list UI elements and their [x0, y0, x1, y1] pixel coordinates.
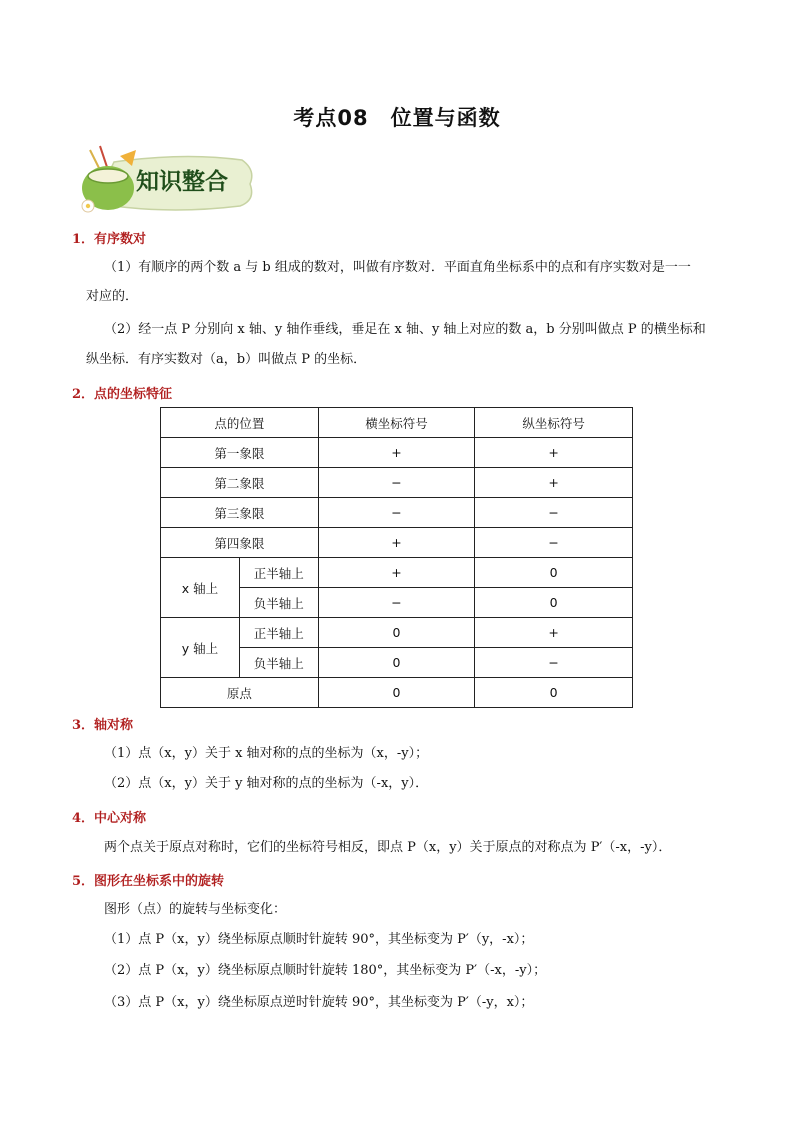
- s4-line1: 两个点关于原点对称时，它们的坐标符号相反，即点 P（x，y）关于原点的对称点为 P′（-x，-y）．: [104, 840, 672, 855]
- s3-line1: （1）点（x，y）关于 x 轴对称的点的坐标为（x，-y）；: [104, 746, 429, 761]
- s1-para1-line1: （1）有顺序的两个数 a 与 b 组成的数对，叫做有序数对．平面直角坐标系中的点和有序实数对是一一: [104, 260, 691, 275]
- table-cell: 0: [475, 558, 633, 588]
- s1-para1-line2: 对应的．: [86, 289, 139, 304]
- table-cell: 第二象限: [161, 468, 319, 498]
- section-heading-coordinate-features: 2．点的坐标特征: [72, 387, 173, 402]
- table-cell: 正半轴上: [239, 618, 318, 648]
- table-cell: 原点: [161, 678, 319, 708]
- table-cell: +: [475, 438, 633, 468]
- s5-line1: （1）点 P（x，y）绕坐标原点顺时针旋转 90°，其坐标变为 P′（y，-x）；: [104, 932, 534, 947]
- table-cell: 正半轴上: [239, 558, 318, 588]
- table-header-cell: 点的位置: [161, 408, 319, 438]
- table-row: [161, 558, 633, 588]
- table-header-row: [161, 408, 633, 438]
- s5-intro: 图形（点）的旋转与坐标变化：: [104, 902, 287, 917]
- table-row: [161, 618, 633, 648]
- table-cell: 第四象限: [161, 528, 319, 558]
- section-heading-ordered-pair: 1．有序数对: [72, 232, 147, 247]
- section-heading-central-symmetry: 4．中心对称: [72, 811, 147, 826]
- table-cell: −: [475, 498, 633, 528]
- table-cell: +: [318, 558, 475, 588]
- table-header-cell: 横坐标符号: [318, 408, 475, 438]
- s5-line3: （3）点 P（x，y）绕坐标原点逆时针旋转 90°，其坐标变为 P′（-y，x）；: [104, 995, 534, 1010]
- table-cell-x-axis: x 轴上: [161, 558, 240, 618]
- table-cell: −: [318, 588, 475, 618]
- table-cell: +: [318, 438, 475, 468]
- banner-text: 知识整合: [136, 168, 228, 195]
- table-cell: −: [475, 648, 633, 678]
- table-cell: 0: [475, 678, 633, 708]
- table-cell: 0: [318, 678, 475, 708]
- table-cell: 第三象限: [161, 498, 319, 528]
- table-cell: +: [318, 528, 475, 558]
- coordinate-sign-table: [160, 407, 633, 708]
- table-cell: −: [475, 528, 633, 558]
- section-heading-axial-symmetry: 3．轴对称: [72, 718, 134, 733]
- s1-para2-line1: （2）经一点 P 分别向 x 轴、y 轴作垂线，垂足在 x 轴、y 轴上对应的数 a，b 分别叫做点 P 的横坐标和: [104, 322, 706, 337]
- table-cell: 0: [318, 618, 475, 648]
- page-title: 考点08 位置与函数: [293, 106, 501, 130]
- table-cell: +: [475, 618, 633, 648]
- knowledge-banner: [74, 144, 256, 216]
- s3-line2: （2）点（x，y）关于 y 轴对称的点的坐标为（-x，y）．: [104, 776, 429, 791]
- table-row: [161, 528, 633, 558]
- table-cell: 第一象限: [161, 438, 319, 468]
- table-cell: +: [475, 468, 633, 498]
- table-cell-y-axis: y 轴上: [161, 618, 240, 678]
- table-header-cell: 纵坐标符号: [475, 408, 633, 438]
- table-row: [161, 438, 633, 468]
- table-cell: −: [318, 498, 475, 528]
- s1-para2-line2: 纵坐标．有序实数对（a，b）叫做点 P 的坐标．: [86, 352, 367, 367]
- table-cell: 负半轴上: [239, 648, 318, 678]
- table-cell: 0: [318, 648, 475, 678]
- table-row: [161, 468, 633, 498]
- table-row: [161, 498, 633, 528]
- section-heading-rotation: 5．图形在坐标系中的旋转: [72, 874, 225, 889]
- table-row: [161, 678, 633, 708]
- table-cell: 0: [475, 588, 633, 618]
- s5-line2: （2）点 P（x，y）绕坐标原点顺时针旋转 180°，其坐标变为 P′（-x，-y）；: [104, 963, 547, 978]
- table-cell: 负半轴上: [239, 588, 318, 618]
- table-cell: −: [318, 468, 475, 498]
